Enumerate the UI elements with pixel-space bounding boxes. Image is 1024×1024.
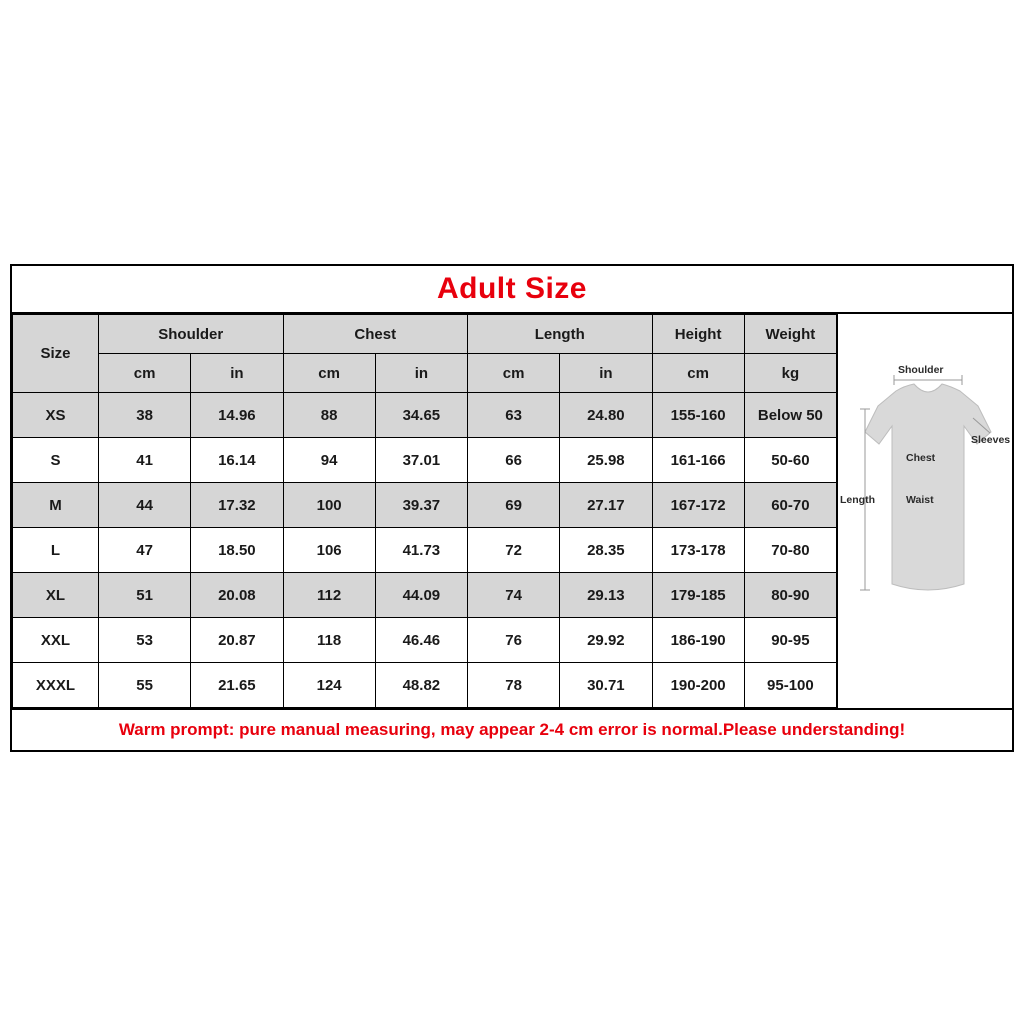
warm-prompt-row	[12, 708, 1012, 750]
cell-weight: 50-60	[744, 438, 836, 483]
column-header-size: Size	[13, 315, 99, 393]
row-size-label: XXXL	[13, 663, 99, 708]
cell-length-in: 27.17	[560, 483, 652, 528]
chart-body	[12, 314, 1012, 708]
cell-length-in: 29.13	[560, 573, 652, 618]
cell-weight: 90-95	[744, 618, 836, 663]
column-header-shoulder: Shoulder	[99, 315, 284, 354]
cell-length-cm: 63	[468, 393, 560, 438]
table-row	[13, 438, 837, 483]
table-row	[13, 663, 837, 708]
table-header-groups	[13, 315, 837, 354]
table-row	[13, 393, 837, 438]
unit-weight-kg: kg	[744, 354, 836, 393]
cell-length-cm: 69	[468, 483, 560, 528]
cell-height: 167-172	[652, 483, 744, 528]
unit-chest-in: in	[375, 354, 467, 393]
cell-shoulder-in: 17.32	[191, 483, 283, 528]
cell-chest-in: 44.09	[375, 573, 467, 618]
unit-chest-cm: cm	[283, 354, 375, 393]
cell-shoulder-cm: 44	[99, 483, 191, 528]
unit-shoulder-in: in	[191, 354, 283, 393]
diagram-label-sleeves: Sleeves	[971, 434, 1011, 446]
cell-shoulder-in: 16.14	[191, 438, 283, 483]
cell-weight: 80-90	[744, 573, 836, 618]
cell-chest-cm: 118	[283, 618, 375, 663]
cell-height: 155-160	[652, 393, 744, 438]
cell-chest-in: 48.82	[375, 663, 467, 708]
cell-shoulder-in: 21.65	[191, 663, 283, 708]
cell-weight: 95-100	[744, 663, 836, 708]
cell-chest-cm: 88	[283, 393, 375, 438]
column-header-height: Height	[652, 315, 744, 354]
row-size-label: XXL	[13, 618, 99, 663]
diagram-label-shoulder: Shoulder	[898, 364, 944, 376]
column-header-chest: Chest	[283, 315, 468, 354]
unit-shoulder-cm: cm	[99, 354, 191, 393]
measurement-diagram	[837, 314, 1012, 708]
diagram-label-length: Length	[840, 494, 875, 506]
cell-chest-in: 39.37	[375, 483, 467, 528]
size-table	[12, 314, 837, 708]
cell-shoulder-cm: 53	[99, 618, 191, 663]
row-size-label: XL	[13, 573, 99, 618]
cell-height: 186-190	[652, 618, 744, 663]
cell-shoulder-cm: 47	[99, 528, 191, 573]
cell-shoulder-cm: 41	[99, 438, 191, 483]
column-header-weight: Weight	[744, 315, 836, 354]
cell-length-cm: 78	[468, 663, 560, 708]
cell-weight: Below 50	[744, 393, 836, 438]
cell-length-in: 28.35	[560, 528, 652, 573]
column-header-length: Length	[468, 315, 653, 354]
cell-chest-cm: 94	[283, 438, 375, 483]
unit-length-in: in	[560, 354, 652, 393]
cell-length-in: 29.92	[560, 618, 652, 663]
unit-height-cm: cm	[652, 354, 744, 393]
chart-title-row	[12, 266, 1012, 314]
cell-weight: 70-80	[744, 528, 836, 573]
table-row	[13, 573, 837, 618]
cell-shoulder-in: 18.50	[191, 528, 283, 573]
unit-length-cm: cm	[468, 354, 560, 393]
row-size-label: M	[13, 483, 99, 528]
diagram-label-waist: Waist	[906, 494, 934, 506]
row-size-label: S	[13, 438, 99, 483]
cell-chest-cm: 106	[283, 528, 375, 573]
cell-chest-cm: 100	[283, 483, 375, 528]
cell-height: 190-200	[652, 663, 744, 708]
table-row	[13, 528, 837, 573]
cell-length-cm: 66	[468, 438, 560, 483]
cell-height: 179-185	[652, 573, 744, 618]
cell-length-in: 24.80	[560, 393, 652, 438]
cell-length-cm: 72	[468, 528, 560, 573]
cell-chest-in: 41.73	[375, 528, 467, 573]
cell-chest-cm: 112	[283, 573, 375, 618]
cell-chest-cm: 124	[283, 663, 375, 708]
page-title: Adult Size	[436, 272, 587, 305]
row-size-label: XS	[13, 393, 99, 438]
diagram-label-chest: Chest	[906, 452, 936, 464]
cell-shoulder-cm: 55	[99, 663, 191, 708]
cell-height: 161-166	[652, 438, 744, 483]
cell-chest-in: 34.65	[375, 393, 467, 438]
cell-shoulder-in: 20.87	[191, 618, 283, 663]
row-size-label: L	[13, 528, 99, 573]
cell-chest-in: 46.46	[375, 618, 467, 663]
cell-shoulder-cm: 38	[99, 393, 191, 438]
cell-length-in: 30.71	[560, 663, 652, 708]
cell-weight: 60-70	[744, 483, 836, 528]
cell-length-in: 25.98	[560, 438, 652, 483]
table-row	[13, 618, 837, 663]
cell-chest-in: 37.01	[375, 438, 467, 483]
table-row	[13, 483, 837, 528]
warm-prompt-text: Warm prompt: pure manual measuring, may appear 2-4 cm error is normal.Please understanding!	[118, 720, 906, 739]
cell-height: 173-178	[652, 528, 744, 573]
cell-shoulder-in: 14.96	[191, 393, 283, 438]
table-header-units	[13, 354, 837, 393]
cell-shoulder-cm: 51	[99, 573, 191, 618]
size-chart	[10, 264, 1014, 752]
cell-length-cm: 74	[468, 573, 560, 618]
cell-shoulder-in: 20.08	[191, 573, 283, 618]
cell-length-cm: 76	[468, 618, 560, 663]
